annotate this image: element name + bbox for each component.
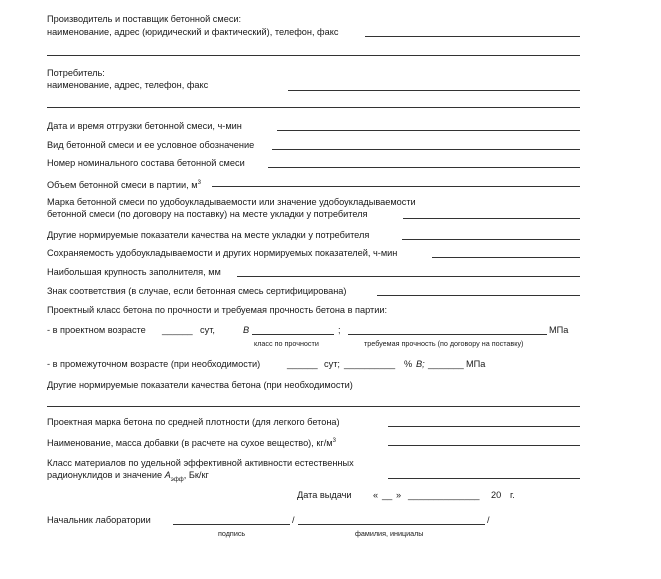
- required-strength-caption: требуемая прочность (по договору на поставку): [364, 339, 524, 348]
- radioactivity-field[interactable]: [388, 478, 580, 479]
- mix-type-label: Вид бетонной смеси и ее условное обозначение: [47, 140, 255, 150]
- strength-class-title: Проектный класс бетона по прочности и требуемая прочность бетона в партии:: [47, 305, 388, 315]
- density-grade-field[interactable]: [388, 426, 580, 427]
- design-age-unit: сут,: [200, 325, 215, 335]
- intermediate-percent-field[interactable]: __________: [344, 359, 396, 369]
- name-field[interactable]: [298, 524, 485, 525]
- lab-head-label: Начальник лаборатории: [47, 515, 151, 525]
- radioactivity-label-2: радионуклидов и значение $A_{эфф}$, Бк/кг: [47, 470, 209, 483]
- semicolon: ;: [338, 325, 341, 335]
- composition-number-field[interactable]: [268, 167, 580, 168]
- workability-label-1: Марка бетонной смеси по удобоукладываемости или значение удобоукладываемости: [47, 197, 416, 207]
- shipment-datetime-field[interactable]: [277, 130, 580, 131]
- conformity-mark-field[interactable]: [377, 295, 580, 296]
- max-aggregate-label: Наибольшая крупность заполнителя, мм: [47, 267, 221, 277]
- intermediate-class: B;: [416, 359, 425, 369]
- other-indicators-site-field[interactable]: [402, 239, 580, 240]
- other-indicators-site-label: Другие нормируемые показатели качества на месте укладки у потребителя: [47, 230, 370, 240]
- issue-date-label: Дата выдачи: [297, 490, 352, 500]
- issue-date-open-quote: «: [373, 490, 379, 500]
- issue-date-month-field[interactable]: ______________: [408, 490, 480, 500]
- producer-field-continued[interactable]: [47, 55, 580, 56]
- producer-title: Производитель и поставщик бетонной смеси:: [47, 14, 242, 24]
- workability-label-2: бетонной смеси (по договору на поставку) на месте укладки у потребителя: [47, 209, 368, 219]
- signature-slash-right: /: [487, 515, 490, 525]
- signature-caption: подпись: [218, 529, 246, 538]
- strength-class-field[interactable]: [252, 334, 334, 335]
- issue-date-day-field[interactable]: __: [382, 490, 393, 500]
- max-aggregate-field[interactable]: [237, 276, 580, 277]
- signature-slash-left: /: [292, 515, 295, 525]
- issue-date-close-quote: »: [396, 490, 402, 500]
- shipment-datetime-label: Дата и время отгрузки бетонной смеси, ч-мин: [47, 121, 242, 131]
- intermediate-age-label: - в промежуточном возрасте (при необходимости): [47, 359, 261, 369]
- class-by-strength-caption: класс по прочности: [254, 339, 319, 348]
- batch-volume-field[interactable]: [212, 186, 580, 187]
- other-concrete-indicators-field[interactable]: [47, 406, 580, 407]
- other-concrete-indicators-label: Другие нормируемые показатели качества бетона (при необходимости): [47, 380, 353, 390]
- batch-volume-label: Объем бетонной смеси в партии, $м^3$: [47, 180, 201, 191]
- consumer-title: Потребитель:: [47, 68, 105, 78]
- mix-type-field[interactable]: [272, 149, 580, 150]
- signature-field[interactable]: [173, 524, 290, 525]
- preservation-field[interactable]: [432, 257, 580, 258]
- radioactivity-label-1: Класс материалов по удельной эффективной активности естественных: [47, 458, 354, 468]
- density-grade-label: Проектная марка бетона по средней плотности (для легкого бетона): [47, 417, 340, 427]
- intermediate-unit: сут;: [324, 359, 340, 369]
- intermediate-days-field[interactable]: ______: [287, 359, 318, 369]
- producer-detail: наименование, адрес (юридический и фактический), телефон, факс: [47, 27, 339, 37]
- conformity-mark-label: Знак соответствия (в случае, если бетонная смесь сертифицирована): [47, 286, 347, 296]
- issue-date-year-suffix: г.: [510, 490, 515, 500]
- composition-number-label: Номер номинального состава бетонной смеси: [47, 158, 245, 168]
- intermediate-percent-sign: %: [404, 359, 413, 369]
- name-caption: фамилия, инициалы: [355, 529, 424, 538]
- required-strength-field[interactable]: [348, 334, 547, 335]
- preservation-label: Сохраняемость удобоукладываемости и других нормируемых показателей, ч-мин: [47, 248, 398, 258]
- design-age-field[interactable]: ______: [162, 325, 193, 335]
- intermediate-mpa-field[interactable]: _______: [428, 359, 464, 369]
- producer-field[interactable]: [365, 36, 580, 37]
- consumer-detail: наименование, адрес, телефон, факс: [47, 80, 209, 90]
- issue-date-year: 20: [491, 490, 502, 500]
- additive-label: Наименование, масса добавки (в расчете на сухое вещество), $кг/м^3$: [47, 438, 336, 449]
- workability-field[interactable]: [403, 218, 580, 219]
- mpa-unit: МПа: [549, 325, 569, 335]
- design-age-label: - в проектном возрасте: [47, 325, 146, 335]
- additive-field[interactable]: [388, 445, 580, 446]
- consumer-field[interactable]: [288, 90, 580, 91]
- intermediate-mpa-unit: МПа: [466, 359, 486, 369]
- class-letter: B: [243, 325, 250, 335]
- consumer-field-continued[interactable]: [47, 107, 580, 108]
